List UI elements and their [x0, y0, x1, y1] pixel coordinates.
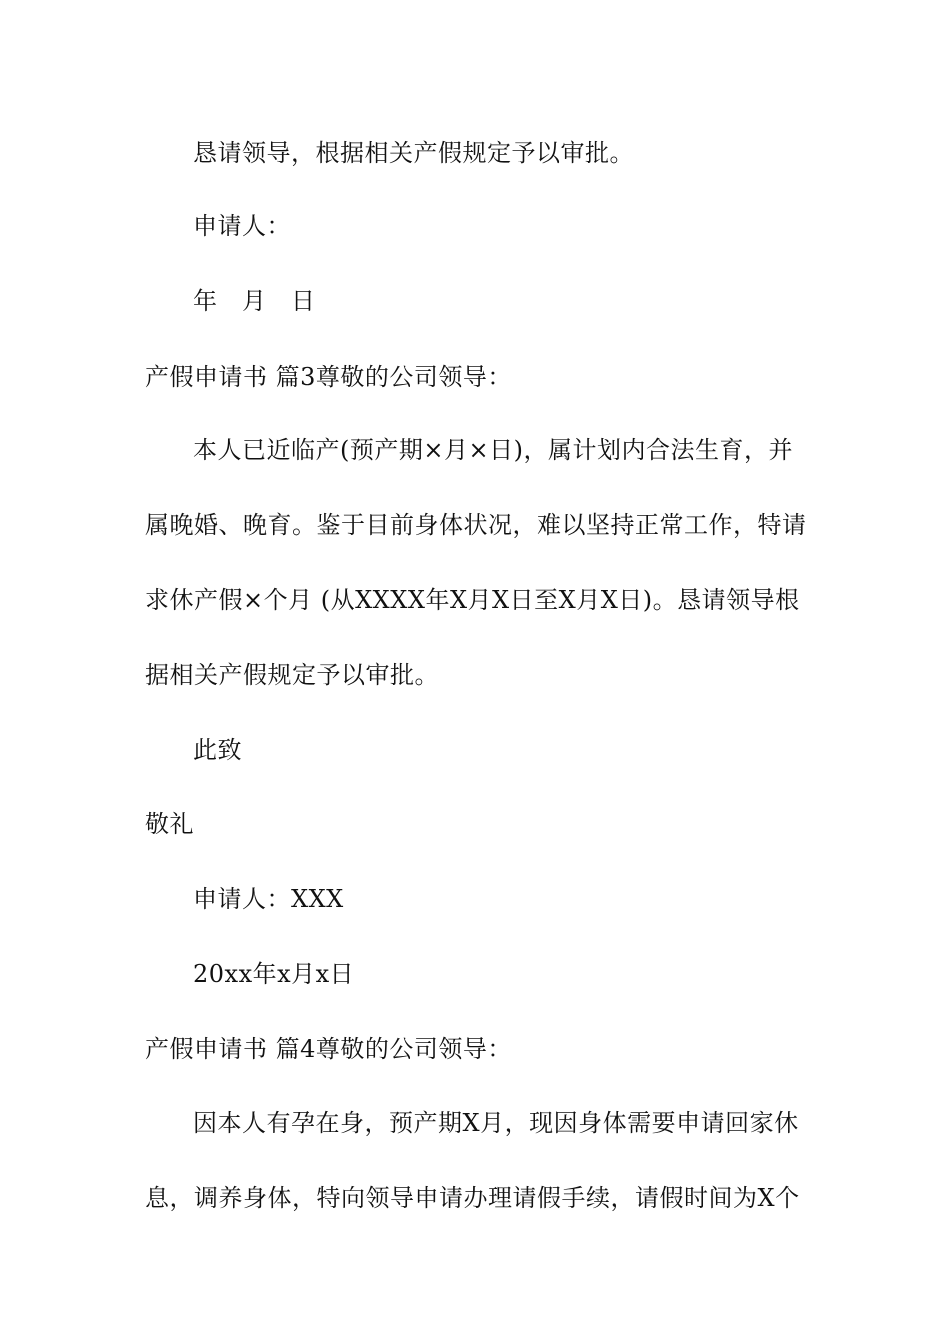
closing-phrase: 此致 [193, 736, 242, 764]
applicant-signature: 申请人：XXX [193, 885, 344, 913]
section-heading-4: 产假申请书 篇4尊敬的公司领导： [145, 1035, 512, 1063]
paragraph-line: 属晚婚、晚育。鉴于目前身体状况，难以坚持正常工作，特请 [145, 511, 807, 539]
section-heading-3: 产假申请书 篇3尊敬的公司领导： [145, 363, 512, 391]
paragraph-line: 求休产假×个月 (从XXXX年X月X日至X月X日)。恳请领导根 [145, 586, 800, 614]
applicant-label: 申请人： [193, 212, 291, 240]
date-placeholder: 年 月 日 [193, 287, 316, 315]
salutation: 敬礼 [145, 810, 194, 838]
signature-date: 20xx年x月x日 [193, 960, 355, 988]
paragraph-line: 本人已近临产(预产期×月×日)，属计划内合法生育，并 [193, 436, 793, 464]
approval-request-line: 恳请领导，根据相关产假规定予以审批。 [193, 139, 634, 167]
paragraph-line: 息，调养身体，特向领导申请办理请假手续，请假时间为X个 [145, 1184, 800, 1212]
paragraph-line: 因本人有孕在身，预产期X月，现因身体需要申请回家休 [193, 1109, 799, 1137]
paragraph-line: 据相关产假规定予以审批。 [145, 661, 439, 689]
